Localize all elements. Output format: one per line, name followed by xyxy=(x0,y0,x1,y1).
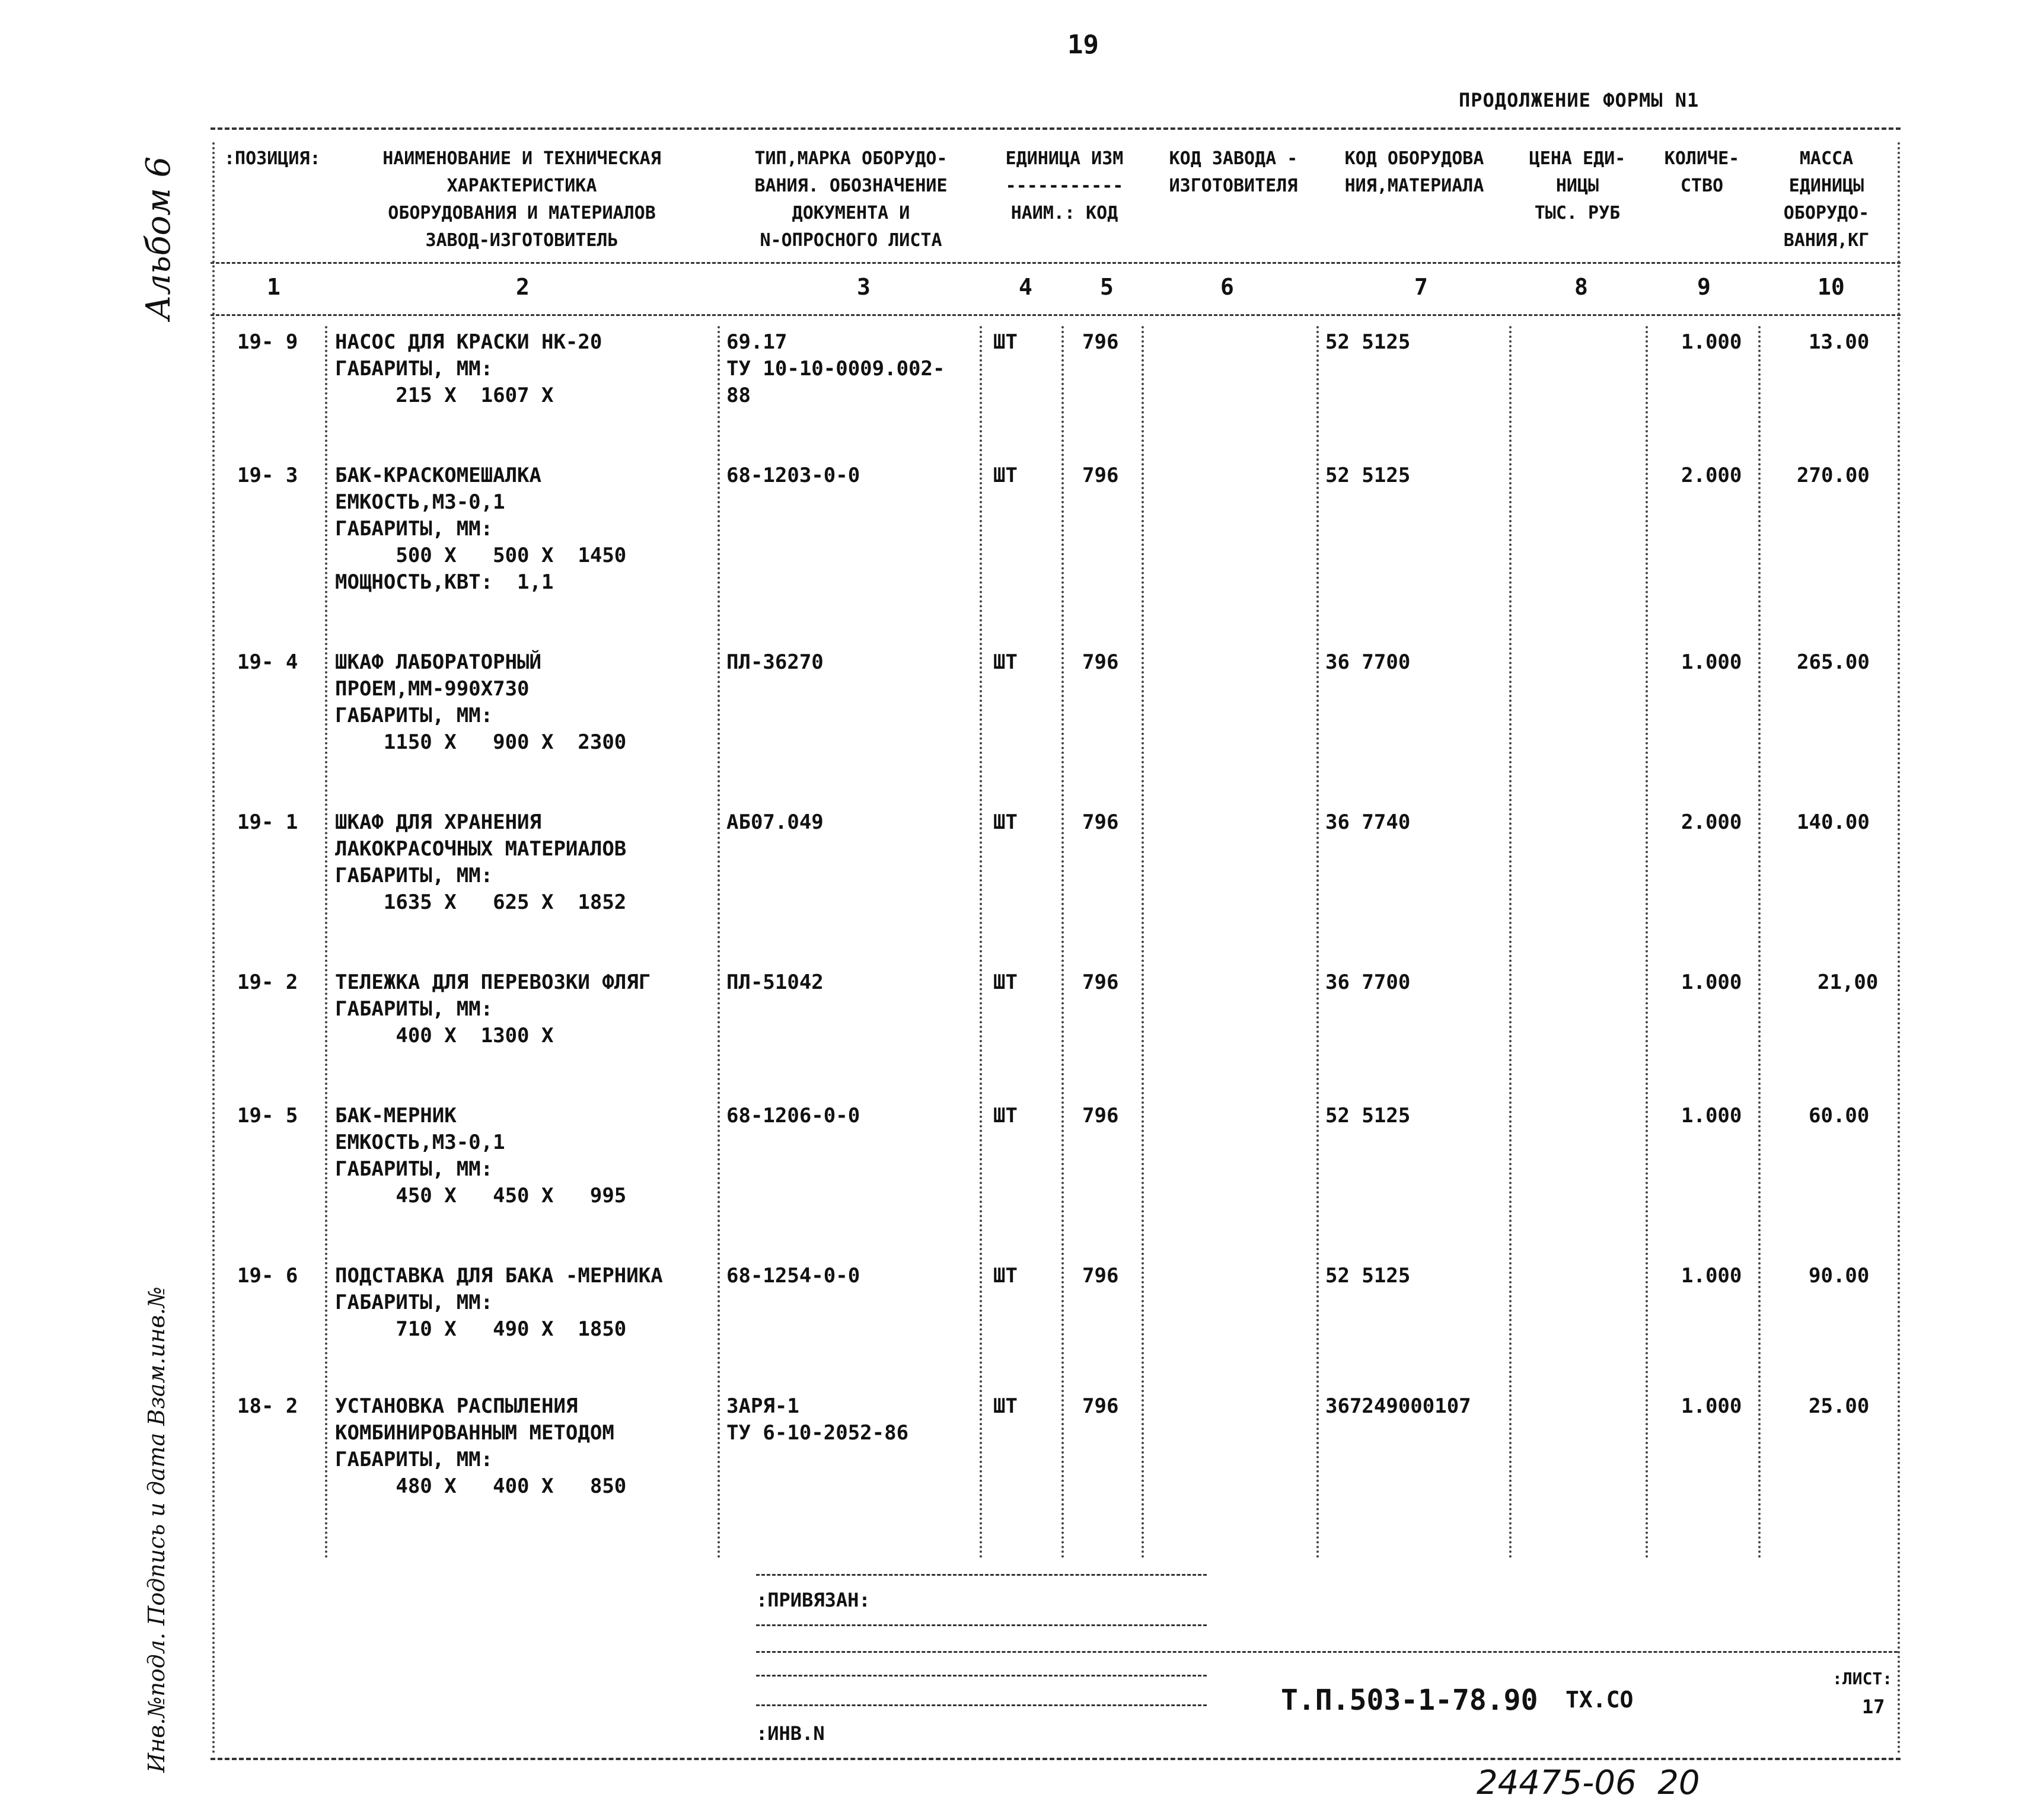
row-type: 69.17 ТУ 10-10-0009.002- 88 xyxy=(726,330,945,407)
row-position: 19- 4 xyxy=(237,650,298,674)
row-unit: ШТ xyxy=(993,464,1018,487)
sheet-number: 17 xyxy=(1862,1696,1885,1718)
table-bottom-rule xyxy=(211,1758,1901,1760)
row-position: 19- 1 xyxy=(237,810,298,834)
row-position: 19- 3 xyxy=(237,464,298,487)
col-sep xyxy=(1646,326,1648,1559)
row-mass: 13.00 xyxy=(1809,330,1870,354)
archive-number: 24475-06 20 xyxy=(1477,1764,1700,1802)
row-name: НАСОС ДЛЯ КРАСКИ НК-20 ГАБАРИТЫ, ММ: 215 Х 1607 Х xyxy=(335,330,602,407)
row-mass: 21,00 xyxy=(1818,970,1879,994)
row-position: 18- 2 xyxy=(237,1394,298,1418)
colnum-6: 6 xyxy=(1220,274,1234,300)
row-qty: 1.000 xyxy=(1681,1264,1742,1288)
col-sep xyxy=(718,326,720,1559)
row-mass: 265.00 xyxy=(1797,650,1870,674)
row-name: БАК-МЕРНИК ЕМКОСТЬ,М3-0,1 ГАБАРИТЫ, ММ: 450 Х 450 Х 995 xyxy=(335,1104,627,1208)
row-unit-code: 796 xyxy=(1082,1104,1119,1128)
colnum-9: 9 xyxy=(1697,274,1711,300)
row-qty: 1.000 xyxy=(1681,1394,1742,1418)
header-col6: КОД ЗАВОДА - ИЗГОТОВИТЕЛЯ xyxy=(1169,148,1298,196)
colnum-1: 1 xyxy=(267,274,280,300)
row-unit-code: 796 xyxy=(1082,970,1119,994)
row-mass: 270.00 xyxy=(1797,464,1870,487)
row-mass: 90.00 xyxy=(1809,1264,1870,1288)
row-name: ПОДСТАВКА ДЛЯ БАКА -МЕРНИКА ГАБАРИТЫ, ММ: 710 Х 490 Х 1850 xyxy=(335,1264,663,1341)
header-col8: ЦЕНА ЕДИ- НИЦЫ ТЫС. РУБ xyxy=(1529,148,1626,223)
row-equip-code: 52 5125 xyxy=(1325,1104,1411,1128)
row-type: ПЛ-51042 xyxy=(726,970,824,994)
row-unit-code: 796 xyxy=(1082,330,1119,354)
row-mass: 140.00 xyxy=(1797,810,1870,834)
row-equip-code: 52 5125 xyxy=(1325,330,1411,354)
row-type: АБ07.049 xyxy=(726,810,824,834)
row-name: ТЕЛЕЖКА ДЛЯ ПЕРЕВОЗКИ ФЛЯГ ГАБАРИТЫ, ММ: 400 Х 1300 Х xyxy=(335,970,651,1048)
row-qty: 1.000 xyxy=(1681,330,1742,354)
row-mass: 25.00 xyxy=(1809,1394,1870,1418)
row-qty: 1.000 xyxy=(1681,970,1742,994)
row-unit-code: 796 xyxy=(1082,464,1119,487)
row-unit: ШТ xyxy=(993,1264,1018,1288)
header-col10: МАССА ЕДИНИЦЫ ОБОРУДО- ВАНИЯ,КГ xyxy=(1783,148,1870,251)
header-col2: НАИМЕНОВАНИЕ И ТЕХНИЧЕСКАЯ ХАРАКТЕРИСТИКА ОБОРУДОВАНИЯ И МАТЕРИАЛОВ ЗАВОД-ИЗГОТОВИТЕЛЬ xyxy=(382,148,661,251)
col-sep xyxy=(1758,326,1761,1559)
row-unit-code: 796 xyxy=(1082,650,1119,674)
col-sep xyxy=(1142,326,1144,1559)
col-sep xyxy=(980,326,982,1559)
page-number: 19 xyxy=(1067,30,1099,60)
colnum-4: 4 xyxy=(1019,274,1032,300)
row-name: БАК-КРАСКОМЕШАЛКА ЕМКОСТЬ,М3-0,1 ГАБАРИТЫ, ММ: 500 Х 500 Х 1450 МОЩНОСТЬ,КВТ: 1,1 xyxy=(335,464,627,594)
album-label: Альбом 6 xyxy=(139,156,178,320)
row-qty: 2.000 xyxy=(1681,464,1742,487)
header-col1: :ПОЗИЦИЯ: xyxy=(224,148,321,169)
row-unit: ШТ xyxy=(993,650,1018,674)
row-type: ПЛ-36270 xyxy=(726,650,824,674)
row-unit: ШТ xyxy=(993,970,1018,994)
right-border xyxy=(1898,142,1900,1755)
row-equip-code: 36 7700 xyxy=(1325,650,1411,674)
row-equip-code: 36 7740 xyxy=(1325,810,1411,834)
colnum-bottom-rule xyxy=(211,314,1901,316)
row-unit: ШТ xyxy=(993,330,1018,354)
stamp-rule xyxy=(756,1574,1207,1576)
row-type: ЗАРЯ-1 ТУ 6-10-2052-86 xyxy=(726,1394,909,1445)
header-bottom-rule xyxy=(211,262,1901,264)
row-position: 19- 2 xyxy=(237,970,298,994)
colnum-5: 5 xyxy=(1100,274,1114,300)
row-position: 19- 6 xyxy=(237,1264,298,1288)
doc-code: Т.П.503-1-78.90 xyxy=(1281,1684,1538,1717)
row-unit: ШТ xyxy=(993,1394,1018,1418)
header-col7: КОД ОБОРУДОВА НИЯ,МАТЕРИАЛА xyxy=(1344,148,1484,196)
colnum-2: 2 xyxy=(516,274,530,300)
row-unit-code: 796 xyxy=(1082,1394,1119,1418)
row-type: 68-1254-0-0 xyxy=(726,1264,860,1288)
row-unit-code: 796 xyxy=(1082,810,1119,834)
row-qty: 2.000 xyxy=(1681,810,1742,834)
row-mass: 60.00 xyxy=(1809,1104,1870,1128)
col-sep xyxy=(1509,326,1512,1559)
form-title: ПРОДОЛЖЕНИЕ ФОРМЫ N1 xyxy=(1459,89,1700,111)
row-type: 68-1203-0-0 xyxy=(726,464,860,487)
doc-suffix: ТХ.СО xyxy=(1566,1687,1634,1713)
bound-label: :ПРИВЯЗАН: xyxy=(756,1589,871,1611)
colnum-10: 10 xyxy=(1818,274,1845,300)
row-equip-code: 367249000107 xyxy=(1325,1394,1471,1418)
row-position: 19- 9 xyxy=(237,330,298,354)
stamp-rule xyxy=(756,1624,1207,1626)
row-name: ШКАФ ДЛЯ ХРАНЕНИЯ ЛАКОКРАСОЧНЫХ МАТЕРИАЛОВ ГАБАРИТЫ, ММ: 1635 Х 625 Х 1852 xyxy=(335,810,627,914)
header-col3: ТИП,МАРКА ОБОРУДО- ВАНИЯ. ОБОЗНАЧЕНИЕ ДОКУМЕНТА И N-ОПРОСНОГО ЛИСТА xyxy=(754,148,948,251)
row-qty: 1.000 xyxy=(1681,650,1742,674)
header-col45: ЕДИНИЦА ИЗМ ----------- НАИМ.: КОД xyxy=(1005,148,1124,223)
row-equip-code: 52 5125 xyxy=(1325,1264,1411,1288)
row-unit: ШТ xyxy=(993,810,1018,834)
stamp-rule xyxy=(756,1675,1207,1677)
col-sep xyxy=(1316,326,1319,1559)
colnum-3: 3 xyxy=(857,274,871,300)
stamp-rule xyxy=(756,1651,1898,1653)
header-col9: КОЛИЧЕ- СТВО xyxy=(1664,148,1740,196)
col-sep xyxy=(325,326,327,1559)
row-qty: 1.000 xyxy=(1681,1104,1742,1128)
table-top-rule xyxy=(211,127,1901,130)
col-sep xyxy=(1061,326,1064,1559)
row-position: 19- 5 xyxy=(237,1104,298,1128)
inv-label: :ИНВ.N xyxy=(756,1722,825,1745)
sheet-label: :ЛИСТ: xyxy=(1832,1669,1893,1688)
row-name: УСТАНОВКА РАСПЫЛЕНИЯ КОМБИНИРОВАННЫМ МЕТОДОМ ГАБАРИТЫ, ММ: 480 Х 400 Х 850 xyxy=(335,1394,627,1498)
row-type: 68-1206-0-0 xyxy=(726,1104,860,1128)
colnum-8: 8 xyxy=(1574,274,1588,300)
row-unit: ШТ xyxy=(993,1104,1018,1128)
stamp-rule xyxy=(756,1704,1207,1706)
row-unit-code: 796 xyxy=(1082,1264,1119,1288)
left-border xyxy=(212,142,215,1755)
left-stamp-label: Инв.№подл. Подпись и дата Взам.инв.№ xyxy=(144,1286,170,1773)
row-equip-code: 52 5125 xyxy=(1325,464,1411,487)
colnum-7: 7 xyxy=(1414,274,1428,300)
row-name: ШКАФ ЛАБОРАТОРНЫЙ ПРОЕМ,ММ-990Х730 ГАБАРИТЫ, ММ: 1150 Х 900 Х 2300 xyxy=(335,650,627,754)
row-equip-code: 36 7700 xyxy=(1325,970,1411,994)
